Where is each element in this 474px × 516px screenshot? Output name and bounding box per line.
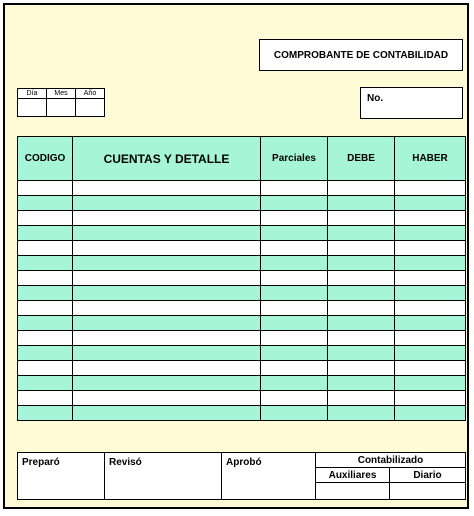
cell-haber[interactable]	[395, 406, 466, 421]
column-header-debe: DEBE	[328, 137, 395, 181]
cell-codigo[interactable]	[18, 226, 73, 241]
cell-haber[interactable]	[395, 196, 466, 211]
voucher-form	[3, 3, 469, 509]
cell-parciales[interactable]	[261, 316, 328, 331]
auxiliaries-field[interactable]	[316, 483, 390, 500]
cell-debe[interactable]	[328, 256, 395, 271]
cell-parciales[interactable]	[261, 196, 328, 211]
day-field[interactable]	[18, 99, 47, 117]
date-fields	[17, 88, 105, 117]
cell-haber[interactable]	[395, 331, 466, 346]
cell-codigo[interactable]	[18, 316, 73, 331]
column-header-parciales: Parciales	[261, 137, 328, 181]
cell-cuentas[interactable]	[73, 241, 261, 256]
cell-parciales[interactable]	[261, 301, 328, 316]
entries-table	[17, 136, 466, 421]
approved-label: Aprobó	[226, 457, 262, 468]
cell-codigo[interactable]	[18, 331, 73, 346]
entries-body	[18, 181, 466, 421]
cell-debe[interactable]	[328, 301, 395, 316]
cell-parciales[interactable]	[261, 271, 328, 286]
table-row	[18, 211, 466, 226]
posted-label: Contabilizado	[316, 453, 466, 468]
cell-cuentas[interactable]	[73, 331, 261, 346]
cell-haber[interactable]	[395, 271, 466, 286]
cell-debe[interactable]	[328, 241, 395, 256]
signature-table	[17, 452, 466, 500]
table-row	[18, 286, 466, 301]
cell-haber[interactable]	[395, 256, 466, 271]
month-label: Mes	[47, 89, 76, 99]
cell-codigo[interactable]	[18, 271, 73, 286]
cell-cuentas[interactable]	[73, 361, 261, 376]
cell-codigo[interactable]	[18, 211, 73, 226]
cell-haber[interactable]	[395, 181, 466, 196]
table-row	[18, 301, 466, 316]
cell-cuentas[interactable]	[73, 376, 261, 391]
cell-debe[interactable]	[328, 271, 395, 286]
cell-haber[interactable]	[395, 301, 466, 316]
cell-cuentas[interactable]	[73, 211, 261, 226]
cell-haber[interactable]	[395, 391, 466, 406]
table-row	[18, 406, 466, 421]
cell-cuentas[interactable]	[73, 391, 261, 406]
cell-codigo[interactable]	[18, 406, 73, 421]
voucher-title: COMPROBANTE DE CONTABILIDAD	[259, 39, 463, 71]
table-row	[18, 226, 466, 241]
table-row	[18, 391, 466, 406]
cell-codigo[interactable]	[18, 181, 73, 196]
cell-debe[interactable]	[328, 316, 395, 331]
column-header-codigo: CODIGO	[18, 137, 73, 181]
column-header-cuentas: CUENTAS Y DETALLE	[73, 137, 261, 181]
table-row	[18, 331, 466, 346]
cell-codigo[interactable]	[18, 301, 73, 316]
journal-label: Diario	[390, 468, 466, 483]
cell-debe[interactable]	[328, 331, 395, 346]
cell-cuentas[interactable]	[73, 271, 261, 286]
cell-debe[interactable]	[328, 406, 395, 421]
cell-codigo[interactable]	[18, 196, 73, 211]
voucher-number-field[interactable]	[360, 87, 463, 119]
cell-cuentas[interactable]	[73, 226, 261, 241]
cell-debe[interactable]	[328, 211, 395, 226]
cell-parciales[interactable]	[261, 256, 328, 271]
table-row	[18, 316, 466, 331]
month-field[interactable]	[47, 99, 76, 117]
cell-cuentas[interactable]	[73, 406, 261, 421]
cell-parciales[interactable]	[261, 376, 328, 391]
cell-cuentas[interactable]	[73, 301, 261, 316]
cell-codigo[interactable]	[18, 391, 73, 406]
voucher-number-label: No.	[367, 93, 384, 104]
approved-field[interactable]	[222, 453, 316, 500]
cell-parciales[interactable]	[261, 391, 328, 406]
cell-codigo[interactable]	[18, 286, 73, 301]
year-field[interactable]	[76, 99, 105, 117]
table-row	[18, 271, 466, 286]
cell-haber[interactable]	[395, 361, 466, 376]
table-row	[18, 346, 466, 361]
cell-haber[interactable]	[395, 316, 466, 331]
cell-codigo[interactable]	[18, 241, 73, 256]
cell-debe[interactable]	[328, 346, 395, 361]
cell-codigo[interactable]	[18, 256, 73, 271]
table-row	[18, 376, 466, 391]
cell-haber[interactable]	[395, 346, 466, 361]
cell-haber[interactable]	[395, 226, 466, 241]
prepared-label: Preparó	[22, 457, 60, 468]
cell-haber[interactable]	[395, 241, 466, 256]
cell-parciales[interactable]	[261, 211, 328, 226]
cell-debe[interactable]	[328, 361, 395, 376]
day-label: Día	[18, 89, 47, 99]
cell-haber[interactable]	[395, 376, 466, 391]
reviewed-field[interactable]	[105, 453, 222, 500]
cell-cuentas[interactable]	[73, 196, 261, 211]
prepared-field[interactable]	[18, 453, 105, 500]
cell-cuentas[interactable]	[73, 256, 261, 271]
cell-parciales[interactable]	[261, 286, 328, 301]
cell-haber[interactable]	[395, 286, 466, 301]
cell-parciales[interactable]	[261, 331, 328, 346]
table-row	[18, 361, 466, 376]
table-row	[18, 196, 466, 211]
cell-cuentas[interactable]	[73, 346, 261, 361]
cell-parciales[interactable]	[261, 346, 328, 361]
cell-cuentas[interactable]	[73, 316, 261, 331]
cell-debe[interactable]	[328, 391, 395, 406]
cell-debe[interactable]	[328, 181, 395, 196]
cell-parciales[interactable]	[261, 241, 328, 256]
column-header-haber: HABER	[395, 137, 466, 181]
cell-parciales[interactable]	[261, 406, 328, 421]
table-row	[18, 241, 466, 256]
cell-parciales[interactable]	[261, 181, 328, 196]
cell-debe[interactable]	[328, 286, 395, 301]
table-row	[18, 181, 466, 196]
cell-debe[interactable]	[328, 376, 395, 391]
cell-haber[interactable]	[395, 211, 466, 226]
journal-field[interactable]	[390, 483, 466, 500]
cell-parciales[interactable]	[261, 361, 328, 376]
cell-debe[interactable]	[328, 226, 395, 241]
cell-cuentas[interactable]	[73, 286, 261, 301]
cell-codigo[interactable]	[18, 376, 73, 391]
cell-parciales[interactable]	[261, 226, 328, 241]
year-label: Año	[76, 89, 105, 99]
reviewed-label: Revisó	[109, 457, 142, 468]
auxiliaries-label: Auxiliares	[316, 468, 390, 483]
cell-cuentas[interactable]	[73, 181, 261, 196]
table-row	[18, 256, 466, 271]
cell-debe[interactable]	[328, 196, 395, 211]
cell-codigo[interactable]	[18, 346, 73, 361]
cell-codigo[interactable]	[18, 361, 73, 376]
